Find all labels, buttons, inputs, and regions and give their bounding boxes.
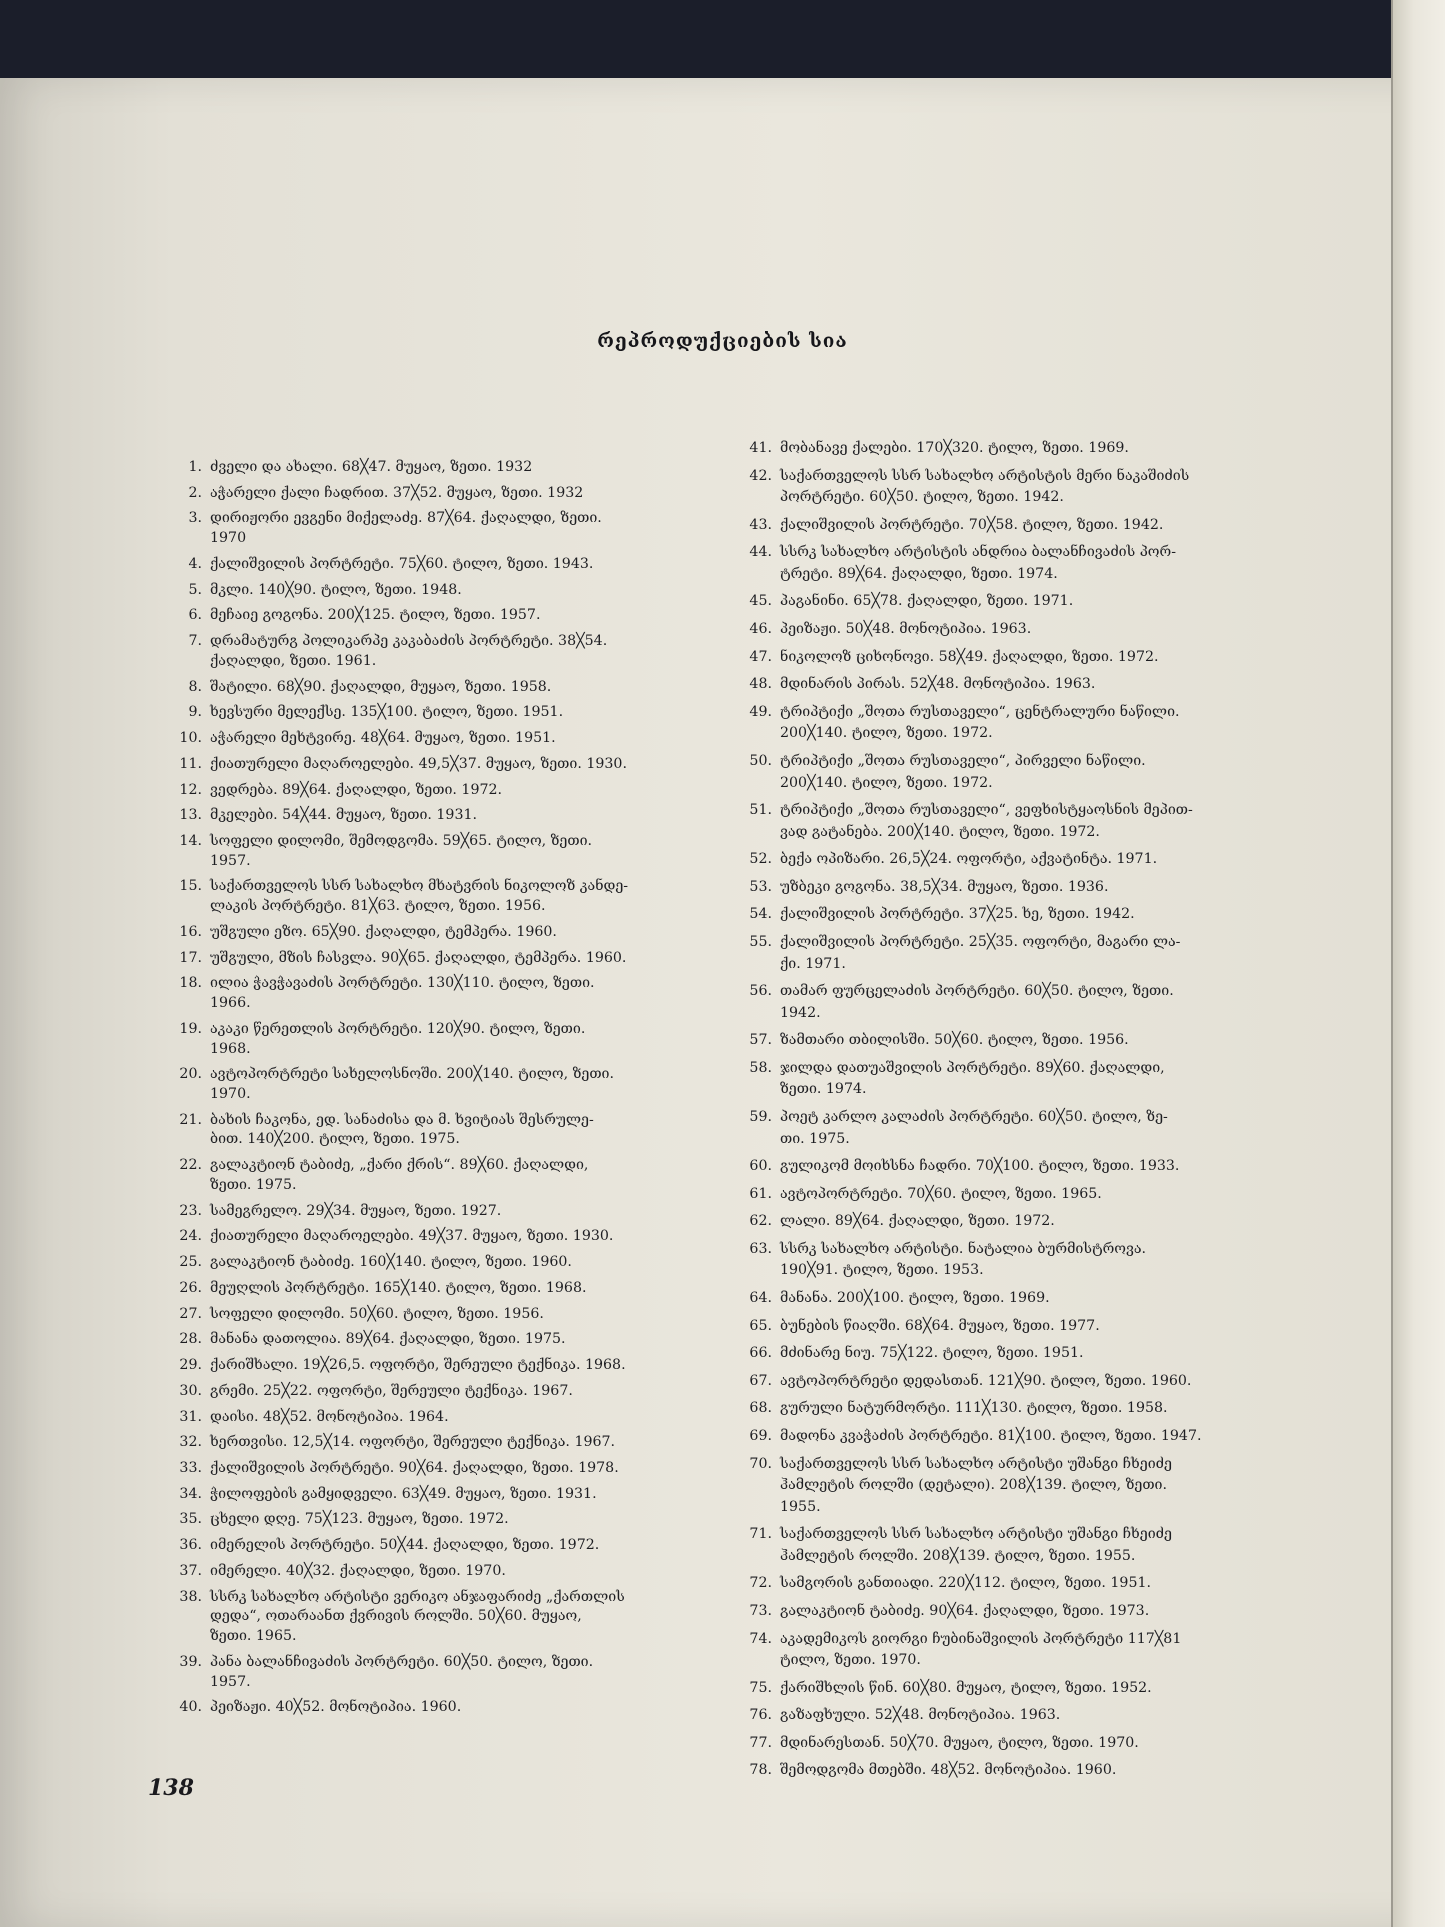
list-item-number: 5. [188,581,202,598]
list-item [179,1562,506,1582]
list-item-number: 19. [179,1020,202,1037]
list-item-text: ზეთი. 1975. [210,1176,297,1193]
list-item-text: მძინარე ნიუ. 75╳122. ტილო, ზეთი. 1951. [780,1345,1084,1362]
list-item-number: 54. [749,906,772,923]
list-item-number: 9. [188,704,202,721]
page-title: რეპროდუქციების სია [597,330,848,352]
list-item-number: 63. [749,1240,772,1257]
list-item-number: 30. [179,1382,202,1399]
list-item-text: 1955. [780,1498,821,1515]
list-item [749,1239,1147,1282]
list-item [749,1288,1050,1310]
list-item [749,1454,1172,1519]
list-item [179,1459,619,1479]
list-item [749,1705,1061,1727]
list-item-number: 48. [749,676,772,693]
list-item-text: მეჩაიე გოგონა. 200╳125. ტილო, ზეთი. 1957. [210,607,541,624]
list-item-text: ჯილდა დათუაშვილის პორტრეტი. 89╳60. ქაღალდი, [780,1059,1165,1076]
list-item-number: 56. [749,983,772,1000]
list-item-number: 10. [179,730,202,747]
list-item-text: ქიათურელი მაღაროელები. 49,5╳37. მუყაო, ზეთი. 1930. [210,755,627,772]
list-item-text: აკადემიკოს გიორგი ჩუბინაშვილის პორტრეტი 117╳81 [780,1630,1182,1647]
list-item-text: მანანა დათოლია. 89╳64. ქაღალდი, ზეთი. 1975. [210,1331,566,1348]
list-item-text: სსრკ სახალხო არტისტი. ნატალია ბურმისტროვა. [780,1240,1147,1257]
list-item [179,1433,616,1453]
list-item-text: თამარ ფურცელაძის პორტრეტი. 60╳50. ტილო, ზეთი. [780,983,1174,1000]
list-item-text: ვედრება. 89╳64. ქაღალდი, ზეთი. 1972. [210,781,503,798]
list-item-number: 45. [749,593,772,610]
list-item [749,1058,1165,1101]
list-item [179,1111,594,1150]
list-item-text: უზბეკი გოგონა. 38,5╳34. მუყაო, ზეთი. 1936. [780,878,1109,895]
list-item-number: 59. [749,1109,772,1125]
list-item-number: 66. [749,1345,772,1362]
list-item [188,632,608,671]
list-item-text: ავტოპორტრეტი. 70╳60. ტილო, ზეთი. 1965. [780,1185,1102,1202]
list-item-number: 57. [749,1032,772,1049]
list-item [749,1030,1129,1052]
list-item-text: იმერელი. 40╳32. ქაღალდი, ზეთი. 1970. [210,1562,506,1579]
list-item [749,515,1164,537]
list-item-number: 3. [188,510,202,527]
list-item-number: 41. [749,440,772,456]
list-item-text: ჭილოფების გამყიდველი. 63╳49. მუყაო, ზეთი. 1931. [210,1485,597,1502]
list-item-text: 190╳91. ტილო, ზეთი. 1953. [780,1262,984,1279]
list-item-number: 24. [179,1228,202,1245]
list-item-text: ქიათურელი მაღაროელები. 49╳37. მუყაო, ზეთი. 1930. [210,1228,614,1245]
list-item-number: 37. [179,1562,202,1579]
list-item-text: მკელები. 54╳44. მუყაო, ზეთი. 1931. [210,807,478,824]
list-item-text: უშგული ეზო. 65╳90. ქაღალდი, ტემპერა. 1960. [210,923,557,940]
list-item-text: მდინარის პირას. 52╳48. მონოტიპია. 1963. [780,676,1096,693]
list-item-text: გალაკტიონ ტაბიძე, „ქარი ქრის“. 89╳60. ქაღალდი, [210,1157,589,1174]
list-item-text: პანა ბალანჩივაძის პორტრეტი. 60╳50. ტილო, ზეთი. [210,1653,594,1670]
list-item [749,1398,1168,1420]
list-item-text: ხევსური მელექსე. 135╳100. ტილო, ზეთი. 1951. [210,704,564,721]
list-item-text: 1966. [210,995,251,1012]
list-item-number: 36. [179,1537,202,1554]
list-item [179,1330,566,1350]
list-item-text: მადონა კვაჭაძის პორტრეტი. 81╳100. ტილო, ზეთი. 1947. [780,1427,1202,1444]
list-item-number: 43. [749,516,772,533]
list-item-text: ავტოპორტრეტი სახელოსნოში. 200╳140. ტილო, ზეთი. [210,1066,614,1083]
list-item-number: 58. [749,1059,772,1076]
list-item-text: საქართველოს სსრ სახალხო მხატვრის ნიკოლოზ კანდე- [210,878,629,895]
list-item [749,904,1135,926]
list-item [749,849,1158,871]
list-item-text: პაგანინი. 65╳78. ქაღალდი, ზეთი. 1971. [780,593,1074,610]
list-item-number: 17. [179,949,202,966]
list-item [179,1356,626,1376]
list-item [179,974,595,1013]
list-item [749,1107,1168,1150]
list-item-text: საქართველოს სსრ სახალხო არტისტი უშანგი ჩხეიძე [780,1455,1172,1472]
list-item-text: ილია ჭავჭავაძის პორტრეტი. 130╳110. ტილო, ზეთი. [210,975,595,992]
list-item-text: ბუნების წიაღში. 68╳64. მუყაო, ზეთი. 1977. [780,1317,1100,1334]
list-item-number: 27. [179,1305,202,1322]
list-item-text: მობანავე ქალები. 170╳320. ტილო, ზეთი. 1969. [780,440,1129,456]
list-item-text: ქალიშვილის პორტრეტი. 75╳60. ტილო, ზეთი. 1943. [210,555,594,572]
list-item [179,729,556,749]
list-item-text: აჭარელი ქალი ჩადრით. 37╳52. მუყაო, ზეთი. 1932 [210,484,584,501]
list-item-text: ქი. 1971. [780,955,846,972]
list-item-number: 35. [179,1511,202,1528]
list-item [179,1485,597,1505]
list-item [179,1156,589,1195]
list-item-number: 67. [749,1372,772,1389]
list-item-text: გალაკტიონ ტაბიძე. 160╳140. ტილო, ზეთი. 1960. [210,1254,572,1271]
list-item [179,806,478,826]
list-item-text: დაისი. 48╳52. მონოტიპია. 1964. [210,1408,449,1425]
list-item [188,484,584,504]
list-item-number: 51. [749,802,772,819]
list-item [179,923,557,943]
list-item-number: 50. [749,752,772,769]
list-item [749,542,1176,585]
list-item [179,1227,614,1247]
list-item-number: 32. [179,1434,202,1451]
list-item-text: ნიკოლოზ ციხონოვი. 58╳49. ქაღალდი, ზეთი. 1972. [780,648,1159,665]
list-item [749,619,1032,641]
list-item-text: 1970. [210,1086,251,1102]
list-item [749,1343,1084,1365]
list-item-number: 68. [749,1400,772,1417]
list-item-number: 2. [188,484,202,501]
list-item [749,674,1096,696]
list-item [749,800,1193,843]
list-item-text: სოფელი დილომი. 50╳60. ტილო, ზეთი. 1956. [210,1305,544,1322]
list-item [188,509,602,548]
list-item-text: 200╳140. ტილო, ზეთი. 1972. [780,725,993,742]
list-item [188,581,462,601]
list-item-text: პოეტ კარლო კალაძის პორტრეტი. 60╳50. ტილო, ზე- [780,1109,1168,1125]
list-item [749,1678,1152,1700]
list-item-text: ცხელი დღე. 75╳123. მუყაო, ზეთი. 1972. [210,1511,509,1528]
list-item-number: 46. [749,621,772,638]
list-item-number: 76. [749,1707,772,1724]
list-item-number: 31. [179,1408,202,1425]
list-item-number: 16. [179,923,202,940]
list-item-text: სოფელი დილომი, შემოდგომა. 59╳65. ტილო, ზეთი. [210,832,593,849]
list-item-text: 1957. [210,852,251,869]
list-item-number: 49. [749,703,772,720]
list-item-number: 78. [749,1762,772,1779]
list-item-text: გალაკტიონ ტაბიძე. 90╳64. ქაღალდი, ზეთი. 1973. [780,1602,1150,1619]
list-item-text: დედა“, ოთარაანთ ქვრივის როლში. 50╳60. მუყაო, [210,1608,582,1625]
list-item-text: ჰამლეტის როლში (დეტალი). 208╳139. ტილო, ზეთი. [780,1477,1167,1494]
list-item-text: უშგული, მზის ჩასვლა. 90╳65. ქაღალდი, ტემპერა. 1960. [210,949,627,966]
list-item-text: ხერთვისი. 12,5╳14. ოფორტი, შერეული ტექნიკა. 1967. [210,1434,616,1451]
list-item-text: ბახის ჩაკონა, ედ. სანაძისა და მ. ხვიტიას შესრულე- [210,1111,594,1128]
list-item-number: 26. [179,1279,202,1296]
list-item-text: მკლი. 140╳90. ტილო, ზეთი. 1948. [210,581,462,598]
list-item [188,606,541,626]
list-item-number: 28. [179,1331,202,1348]
list-item-number: 38. [179,1588,202,1605]
list-item-number: 12. [179,781,202,798]
list-item-text: ქარიშხლის წინ. 60╳80. მუყაო, ტილო, ზეთი. 1952. [780,1679,1152,1696]
list-item-text: ტრიპტიქი „შოთა რუსთაველი“, პირველი ნაწილი. [780,752,1146,769]
list-item [179,781,503,801]
list-item [179,755,627,775]
list-item [749,702,1180,745]
list-item [749,1524,1172,1567]
list-item-text: დრამატურგ პოლიკარპე კაკაბაძის პორტრეტი. 38╳54. [210,633,608,650]
list-item [749,751,1146,794]
list-item [749,1371,1192,1393]
list-item-number: 40. [179,1699,202,1716]
list-item-number: 55. [749,933,772,950]
list-item [179,1065,614,1104]
list-item [749,1316,1100,1338]
list-item-text: ქალიშვილის პორტრეტი. 37╳25. ხე, ზეთი. 1942. [780,906,1135,923]
list-item-text: შემოდგომა მთებში. 48╳52. მონოტიპია. 1960. [780,1762,1117,1779]
list-item [179,1020,586,1059]
list-item-text: ლალი. 89╳64. ქაღალდი, ზეთი. 1972. [780,1213,1055,1230]
list-item-text: 1970 [210,530,247,547]
list-item-number: 14. [179,832,202,849]
list-item-text: მანანა. 200╳100. ტილო, ზეთი. 1969. [780,1290,1050,1307]
list-item [749,1184,1102,1206]
list-item-text: სსრკ სახალხო არტისტის ანდრია ბალანჩივაძის პორ- [780,544,1176,561]
list-item [749,981,1174,1024]
list-item [179,1510,509,1530]
list-item-text: ქაღალდი, ზეთი. 1961. [210,652,377,669]
list-item-text: ავტოპორტრეტი დედასთან. 121╳90. ტილო, ზეთი. 1960. [780,1372,1192,1389]
list-item-text: ქარიშხალი. 19╳26,5. ოფორტი, შერეული ტექნიკა. 1968. [210,1357,626,1374]
list-item-number: 62. [749,1213,772,1230]
list-item [179,1202,502,1222]
list-item-number: 42. [749,467,772,484]
list-item-text: მდინარესთან. 50╳70. მუყაო, ტილო, ზეთი. 1970. [780,1734,1139,1751]
list-item-text: საქართველოს სსრ სახალხო არტისტი უშანგი ჩხეიძე [780,1526,1172,1543]
list-item-number: 1. [188,459,202,475]
list-item-text: ქალიშვილის პორტრეტი. 70╳58. ტილო, ზეთი. 1942. [780,516,1164,533]
list-item [749,466,1190,509]
list-item-text: მეუღლის პორტრეტი. 165╳140. ტილო, ზეთი. 1968. [210,1279,587,1296]
list-item-text: ვად გატანება. 200╳140. ტილო, ზეთი. 1972. [780,823,1100,840]
list-item [749,1211,1055,1233]
list-item [188,678,552,698]
list-item-text: ტრიპტიქი „შოთა რუსთაველი“, ვეფხისტყაოსნის მეპით- [780,802,1193,819]
list-item-text: ჰამლეტის როლში. 208╳139. ტილო, ზეთი. 1955. [780,1547,1136,1564]
list-item-number: 33. [179,1459,202,1476]
list-item-number: 34. [179,1485,202,1502]
list-item-text: პორტრეტი. 60╳50. ტილო, ზეთი. 1942. [780,489,1064,506]
list-item-text: საქართველოს სსრ სახალხო არტისტის მერი ნაკაშიძის [780,467,1190,484]
list-item-number: 13. [179,807,202,824]
list-item-number: 18. [179,975,202,992]
list-item [749,438,1129,460]
page-spine-edge [1391,0,1445,1927]
list-item-text: შატილი. 68╳90. ქაღალდი, მუყაო, ზეთი. 1958. [210,678,552,695]
list-item [188,703,564,723]
list-item [179,1279,587,1299]
list-item [749,1601,1150,1623]
list-item [179,1382,573,1402]
list-item-number: 74. [749,1630,772,1647]
list-item-text: ქალიშვილის პორტრეტი. 90╳64. ქაღალდი, ზეთი. 1978. [210,1459,619,1476]
list-item [749,1426,1202,1448]
list-item-number: 20. [179,1066,202,1083]
list-item-number: 39. [179,1653,202,1670]
list-item-number: 71. [749,1526,772,1543]
list-item-number: 21. [179,1111,202,1128]
list-item-text: ძველი და ახალი. 68╳47. მუყაო, ზეთი. 1932 [210,459,533,475]
list-item [188,458,533,478]
list-item-text: პეიზაჟი. 40╳52. მონოტიპია. 1960. [210,1699,462,1716]
list-item [179,1653,594,1692]
list-item-text: ზეთი. 1965. [210,1628,297,1645]
list-item [188,555,594,575]
list-item-number: 75. [749,1679,772,1696]
list-item-text: ზამთარი თბილისში. 50╳60. ტილო, ზეთი. 1956. [780,1032,1129,1049]
list-item-text: აჭარელი მეხტვირე. 48╳64. მუყაო, ზეთი. 1951. [210,730,556,747]
list-item-number: 72. [749,1575,772,1592]
list-item [179,1305,544,1325]
list-item [749,877,1109,899]
list-item [179,1408,449,1428]
list-item-number: 53. [749,878,772,895]
list-item [179,1253,572,1273]
list-item-text: გაზაფხული. 52╳48. მონოტიპია. 1963. [780,1707,1061,1724]
list-item-number: 44. [749,544,772,561]
list-item-number: 6. [188,607,202,624]
list-item-text: 200╳140. ტილო, ზეთი. 1972. [780,774,993,791]
list-item-text: თი. 1975. [780,1130,850,1147]
list-item-text: გულიკომ მოიხსნა ჩადრი. 70╳100. ტილო, ზეთი. 1933. [780,1158,1180,1175]
page-number: 138 [148,1775,194,1801]
list-item-number: 47. [749,648,772,665]
list-item [749,1573,1152,1595]
list-item [749,932,1181,975]
list-item [749,647,1159,669]
list-item-number: 29. [179,1357,202,1374]
list-item-number: 8. [188,678,202,695]
list-item [179,1698,462,1718]
list-item [749,1733,1139,1755]
list-item [179,832,593,871]
list-item-number: 69. [749,1427,772,1444]
list-item [179,877,629,916]
list-item-text: 1968. [210,1040,251,1057]
list-item-text: გურული ნატურმორტი. 111╳130. ტილო, ზეთი. 1958. [780,1400,1168,1417]
list-item [749,1760,1117,1782]
list-item-text: სამგორის განთიადი. 220╳112. ტილო, ზეთი. 1951. [780,1575,1152,1592]
list-item [749,1629,1182,1672]
list-item-number: 65. [749,1317,772,1334]
list-item-number: 60. [749,1158,772,1175]
list-item-number: 73. [749,1602,772,1619]
list-item [179,1588,625,1647]
list-item-text: 1942. [780,1004,821,1021]
list-item-text: ბით. 140╳200. ტილო, ზეთი. 1975. [210,1131,460,1148]
list-item-number: 22. [179,1157,202,1174]
list-item-number: 70. [749,1455,772,1472]
list-item-text: დირიჟორი ევგენი მიქელაძე. 87╳64. ქაღალდი, ზეთი. [210,510,602,527]
list-item-number: 25. [179,1254,202,1271]
list-item-text: ლაკის პორტრეტი. 81╳63. ტილო, ზეთი. 1956. [210,898,546,915]
list-item-text: ბექა ოპიზარი. 26,5╳24. ოფორტი, აქვატინტა. 1971. [780,851,1158,868]
list-item [179,949,627,969]
list-item-text: ქალიშვილის პორტრეტი. 25╳35. ოფორტი, მაგარი ლა- [780,933,1181,950]
list-item-number: 64. [749,1290,772,1307]
list-item [749,591,1074,613]
list-item-text: პეიზაჟი. 50╳48. მონოტიპია. 1963. [780,621,1032,638]
list-item-text: იმერელის პორტრეტი. 50╳44. ქაღალდი, ზეთი. 1972. [210,1537,600,1554]
list-item-text: ტრეტი. 89╳64. ქაღალდი, ზეთი. 1974. [780,565,1058,582]
list-item-number: 52. [749,851,772,868]
list-item-number: 7. [188,633,202,650]
list-item-number: 77. [749,1734,772,1751]
list-item-text: გრემი. 25╳22. ოფორტი, შერეული ტექნიკა. 1967. [210,1382,573,1399]
list-item-number: 15. [179,878,202,895]
list-item-text: სამეგრელო. 29╳34. მუყაო, ზეთი. 1927. [210,1202,502,1219]
list-item-text: ტილო, ზეთი. 1970. [780,1652,921,1669]
list-item-text: სსრკ სახალხო არტისტი ვერიკო ანჯაფარიძე „ქართლის [210,1588,625,1605]
list-item-text: ტრიპტიქი „შოთა რუსთაველი“, ცენტრალური ნაწილი. [780,703,1180,720]
list-item [179,1536,600,1556]
list-item-number: 61. [749,1185,772,1202]
list-item-text: ზეთი. 1974. [780,1081,867,1098]
list-item-number: 23. [179,1202,202,1219]
list-item-number: 4. [188,555,202,572]
list-item-number: 11. [179,755,202,772]
list-item-text: აკაკი წერეთლის პორტრეტი. 120╳90. ტილო, ზეთი. [210,1020,586,1037]
list-item [749,1156,1180,1178]
list-item-text: 1957. [210,1673,251,1690]
